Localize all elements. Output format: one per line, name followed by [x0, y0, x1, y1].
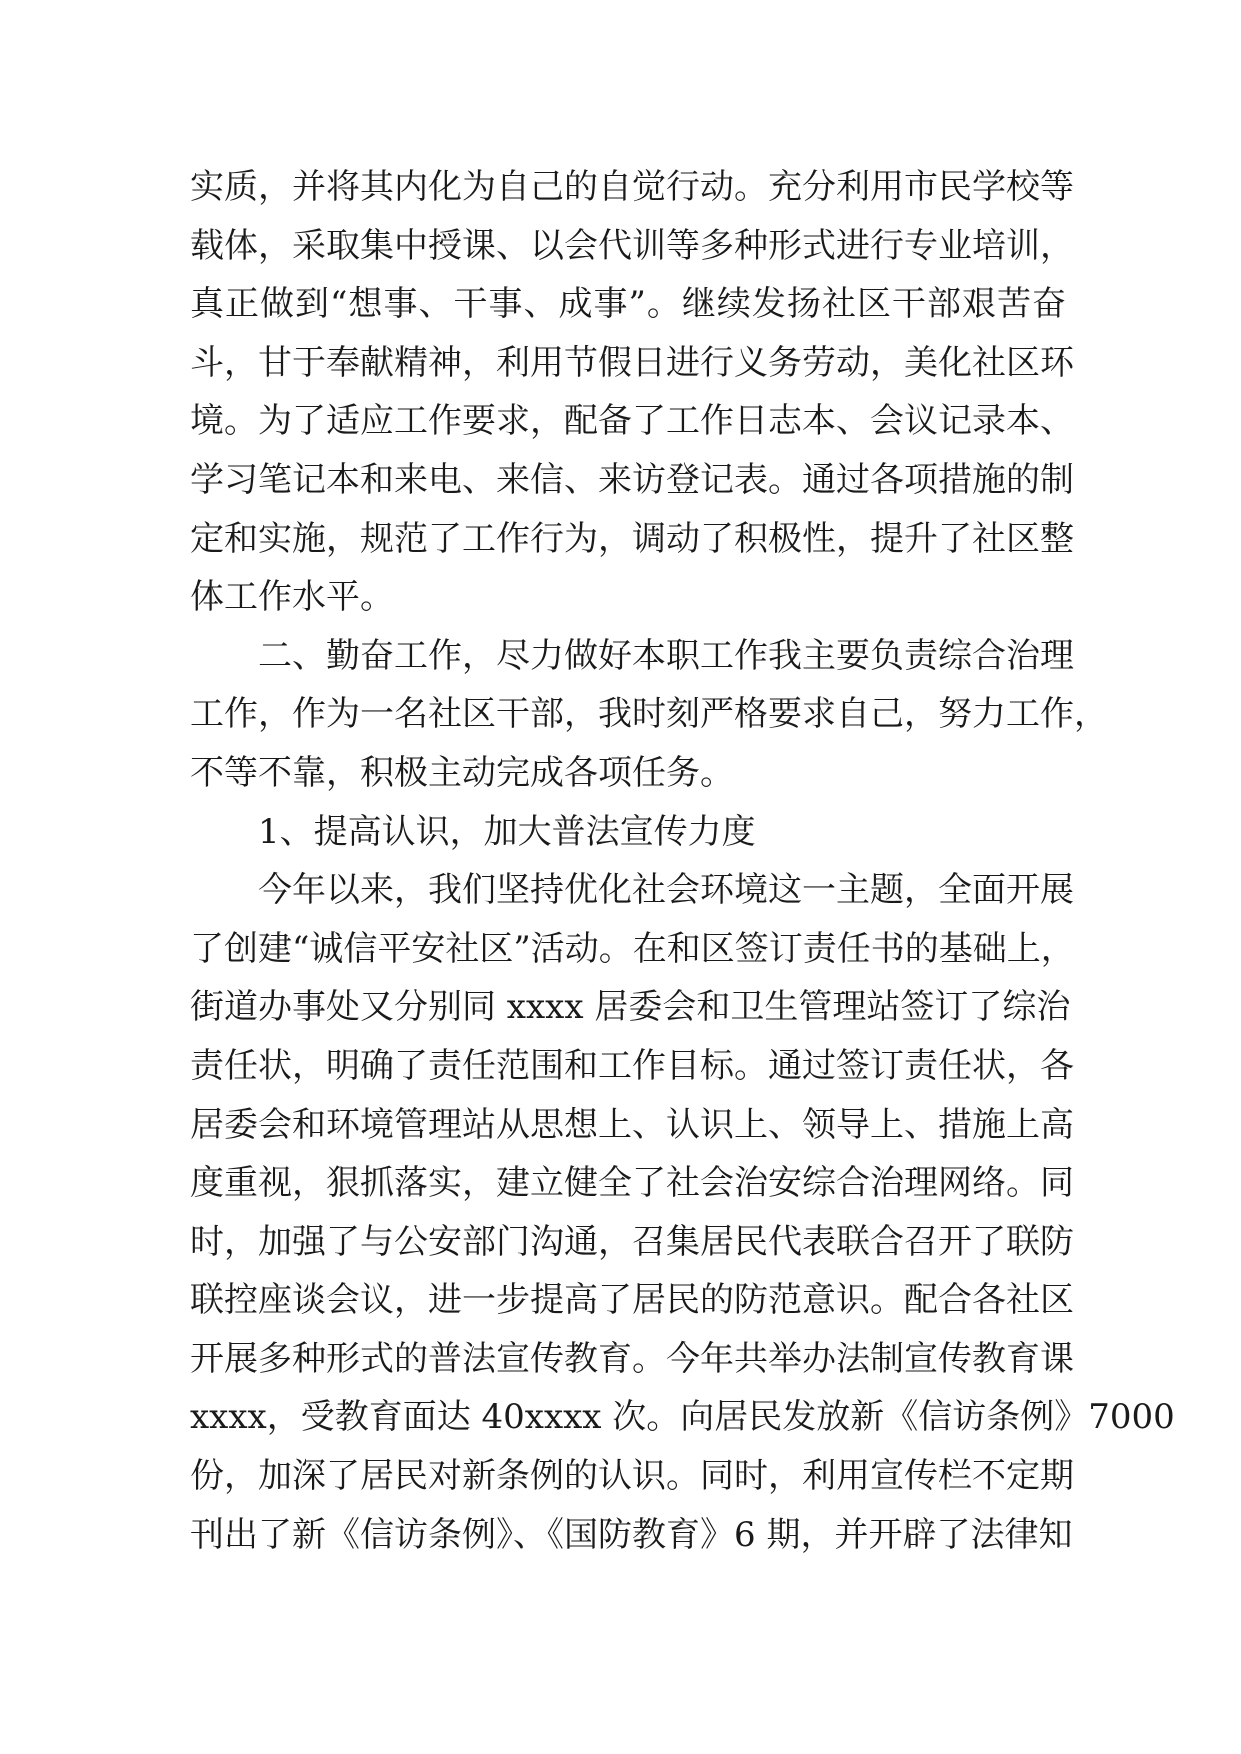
- text-line: 时，加强了与公安部门沟通，召集居民代表联合召开了联防: [190, 1221, 1074, 1262]
- text-line: xxxx，受教育面达 40xxxx 次。向居民发放新《信访条例》7000: [190, 1397, 1175, 1438]
- text-line: 境。为了适应工作要求，配备了工作日志本、会议记录本、: [190, 401, 1074, 442]
- text-line: 开展多种形式的普法宣传教育。今年共举办法制宣传教育课: [190, 1338, 1074, 1379]
- text-line: 街道办事处又分别同 xxxx 居委会和卫生管理站签订了综治: [190, 987, 1071, 1028]
- section-heading-line: 二、勤奋工作，尽力做好本职工作我主要负责综合治理: [258, 635, 1074, 676]
- text-line: 了创建“诚信平安社区”活动。在和区签订责任书的基础上，: [190, 928, 1075, 969]
- text-line: 学习笔记本和来电、来信、来访登记表。通过各项措施的制: [190, 459, 1074, 500]
- text-line: 定和实施，规范了工作行为，调动了积极性，提升了社区整: [190, 518, 1074, 559]
- paragraph-start-line: 今年以来，我们坚持优化社会环境这一主题，全面开展: [258, 870, 1074, 911]
- document-body: [190, 158, 1175, 1564]
- text-line: 份，加深了居民对新条例的认识。同时，利用宣传栏不定期: [190, 1456, 1074, 1497]
- text-line: 斗，甘于奉献精神，利用节假日进行义务劳动，美化社区环: [190, 342, 1074, 383]
- text-line: 度重视，狠抓落实，建立健全了社会治安综合治理网络。同: [190, 1163, 1074, 1204]
- text-line: 责任状，明确了责任范围和工作目标。通过签订责任状，各: [190, 1045, 1074, 1086]
- text-line: 刊出了新《信访条例》、《国防教育》6 期，并开辟了法律知: [190, 1514, 1073, 1555]
- text-line: 居委会和环境管理站从思想上、认识上、领导上、措施上高: [190, 1104, 1074, 1145]
- text-line: 实质，并将其内化为自己的自觉行动。充分利用市民学校等: [190, 167, 1074, 207]
- text-line: 不等不靠，积极主动完成各项任务。: [190, 752, 734, 793]
- text-line: 真正做到“想事、干事、成事”。继续发扬社区干部艰苦奋: [190, 284, 1066, 325]
- text-line: 载体，采取集中授课、以会代训等多种形式进行专业培训，: [190, 225, 1074, 266]
- subsection-heading: 1、提高认识，加大普法宣传力度: [258, 811, 756, 852]
- text-line: 联控座谈会议，进一步提高了居民的防范意识。配合各社区: [190, 1280, 1074, 1321]
- text-line: 体工作水平。: [190, 577, 394, 618]
- text-line: 工作，作为一名社区干部，我时刻严格要求自己，努力工作，: [190, 694, 1108, 735]
